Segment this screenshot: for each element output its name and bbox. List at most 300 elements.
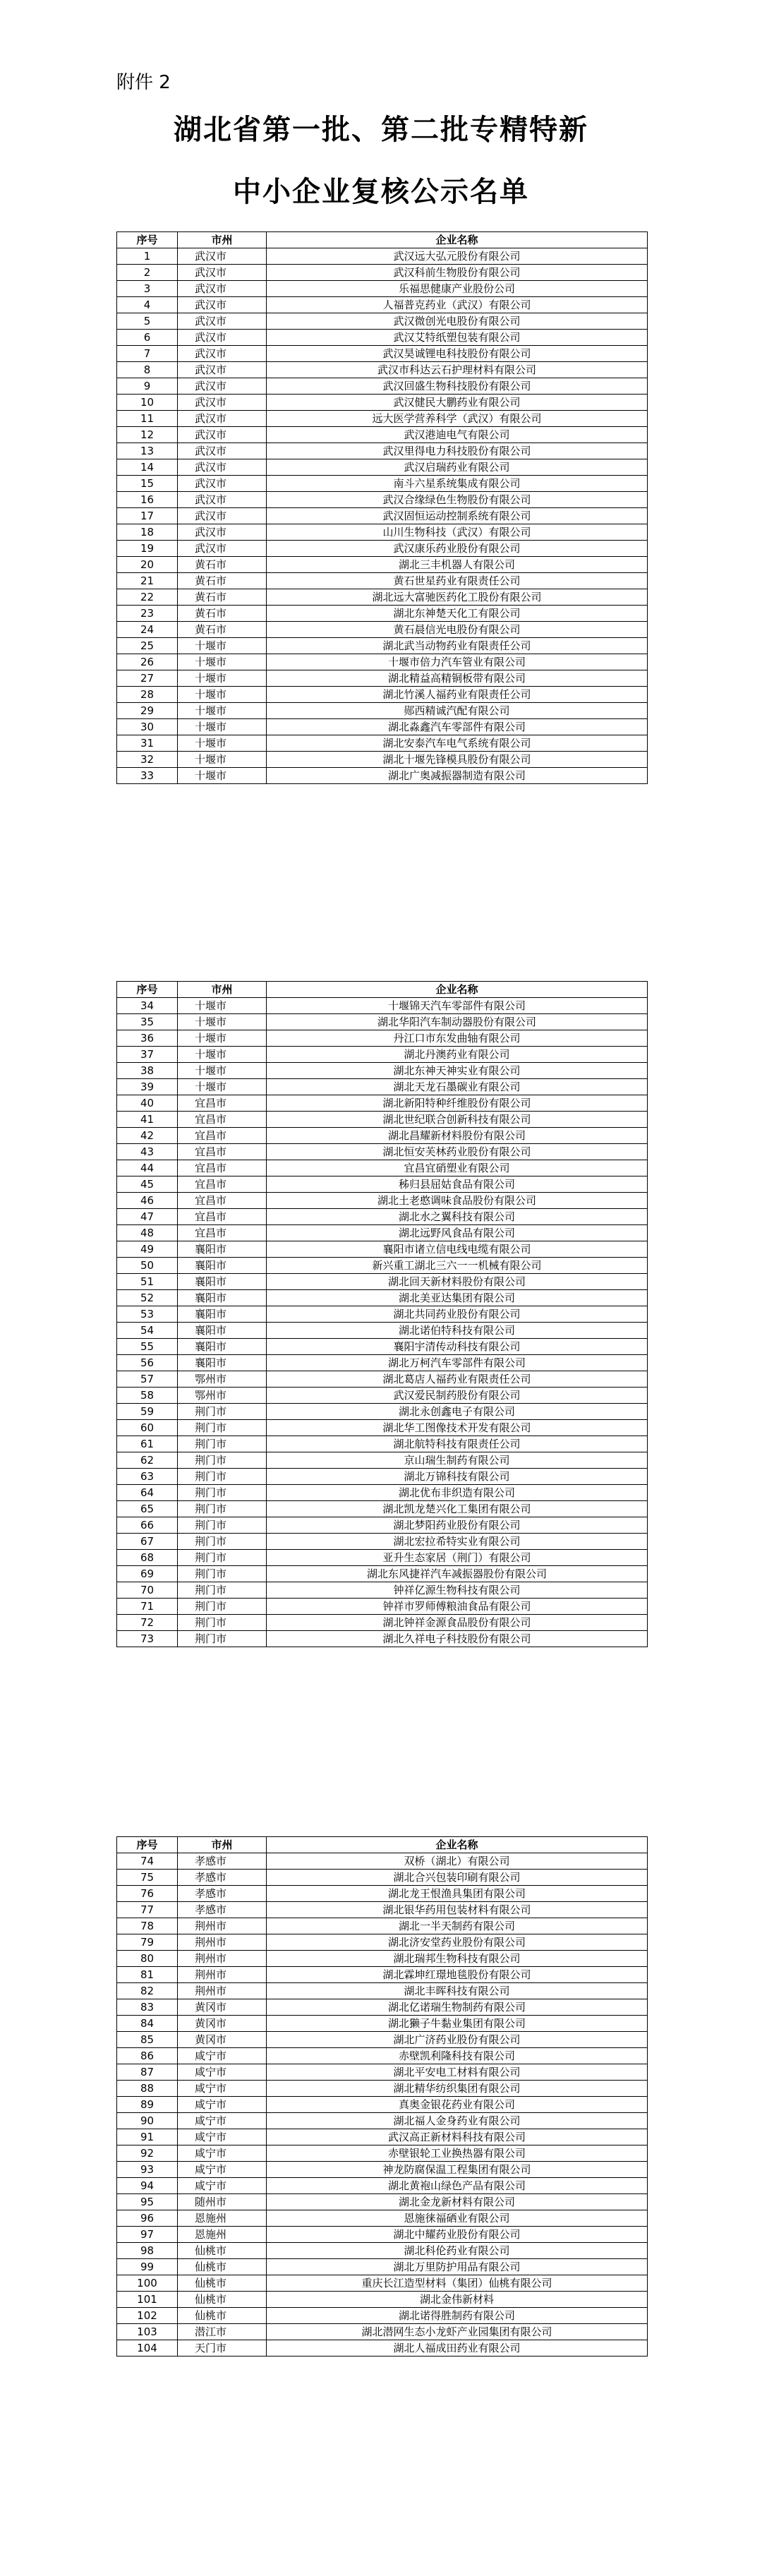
row-company-name: 武汉昊诚锂电科技股份有限公司	[267, 346, 648, 362]
row-company-name: 十堰锦天汽车零部件有限公司	[267, 998, 648, 1014]
table-row	[117, 443, 648, 459]
row-city: 咸宁市	[178, 2113, 267, 2129]
header-city: 市州	[178, 232, 267, 248]
row-company-name: 湖北金伟新材料	[267, 2292, 648, 2308]
row-number: 48	[117, 1225, 178, 1241]
row-number: 44	[117, 1160, 178, 1176]
row-number: 91	[117, 2129, 178, 2145]
row-company-name: 钟祥市罗师傅粮油食品有限公司	[267, 1599, 648, 1615]
row-city: 荆门市	[178, 1582, 267, 1599]
row-company-name: 湖北獭子牛黏业集团有限公司	[267, 2016, 648, 2032]
row-number: 53	[117, 1306, 178, 1323]
table-row	[117, 2243, 648, 2259]
row-company-name: 真奥金银花药业有限公司	[267, 2097, 648, 2113]
row-number: 80	[117, 1951, 178, 1967]
row-number: 39	[117, 1079, 178, 1095]
row-company-name: 湖北土老憨调味食品股份有限公司	[267, 1193, 648, 1209]
table-row	[117, 459, 648, 476]
row-city: 咸宁市	[178, 2097, 267, 2113]
row-city: 宜昌市	[178, 1225, 267, 1241]
row-company-name: 湖北优布非织造有限公司	[267, 1485, 648, 1501]
row-city: 武汉市	[178, 411, 267, 427]
row-city: 武汉市	[178, 297, 267, 313]
row-company-name: 秭归县屈姑食品有限公司	[267, 1176, 648, 1193]
row-city: 咸宁市	[178, 2081, 267, 2097]
table-row	[117, 2145, 648, 2162]
row-city: 十堰市	[178, 1014, 267, 1030]
row-city: 孝感市	[178, 1870, 267, 1886]
row-city: 十堰市	[178, 654, 267, 670]
row-city: 荆门市	[178, 1404, 267, 1420]
row-city: 宜昌市	[178, 1095, 267, 1112]
table-row	[117, 1485, 648, 1501]
table-row	[117, 589, 648, 606]
table-row	[117, 248, 648, 265]
row-number: 64	[117, 1485, 178, 1501]
row-number: 23	[117, 606, 178, 622]
row-city: 咸宁市	[178, 2162, 267, 2178]
row-company-name: 湖北万锦科技有限公司	[267, 1469, 648, 1485]
table-row	[117, 1112, 648, 1128]
row-number: 62	[117, 1452, 178, 1469]
row-number: 21	[117, 573, 178, 589]
row-number: 59	[117, 1404, 178, 1420]
row-number: 47	[117, 1209, 178, 1225]
row-city: 十堰市	[178, 752, 267, 768]
table-row	[117, 1452, 648, 1469]
row-number: 27	[117, 670, 178, 687]
row-company-name: 武汉远大弘元股份有限公司	[267, 248, 648, 265]
table-row	[117, 2162, 648, 2178]
row-company-name: 湖北潜网生态小龙虾产业园集团有限公司	[267, 2324, 648, 2340]
row-number: 61	[117, 1436, 178, 1452]
table-row	[117, 752, 648, 768]
table-row	[117, 2081, 648, 2097]
row-city: 咸宁市	[178, 2064, 267, 2081]
row-number: 89	[117, 2097, 178, 2113]
row-number: 33	[117, 768, 178, 784]
row-number: 90	[117, 2113, 178, 2129]
row-company-name: 重庆长江造型材料（集团）仙桃有限公司	[267, 2275, 648, 2292]
row-company-name: 湖北福人金身药业有限公司	[267, 2113, 648, 2129]
row-city: 黄石市	[178, 589, 267, 606]
row-company-name: 武汉微创光电股份有限公司	[267, 313, 648, 330]
row-city: 武汉市	[178, 459, 267, 476]
row-number: 18	[117, 524, 178, 541]
row-company-name: 赤壁银轮工业换热器有限公司	[267, 2145, 648, 2162]
company-table-page-2	[116, 981, 648, 1647]
row-company-name: 湖北淼鑫汽车零部件有限公司	[267, 719, 648, 735]
row-number: 29	[117, 703, 178, 719]
table-row	[117, 2227, 648, 2243]
row-city: 武汉市	[178, 378, 267, 395]
row-number: 71	[117, 1599, 178, 1615]
row-city: 武汉市	[178, 362, 267, 378]
row-company-name: 湖北广济药业股份有限公司	[267, 2032, 648, 2048]
row-city: 襄阳市	[178, 1274, 267, 1290]
row-number: 36	[117, 1030, 178, 1047]
row-number: 25	[117, 638, 178, 654]
row-company-name: 十堰市倍力汽车管业有限公司	[267, 654, 648, 670]
row-city: 荆门市	[178, 1631, 267, 1647]
row-city: 荆门市	[178, 1485, 267, 1501]
table-row	[117, 1128, 648, 1144]
row-number: 43	[117, 1144, 178, 1160]
row-company-name: 湖北中耀药业股份有限公司	[267, 2227, 648, 2243]
row-city: 十堰市	[178, 670, 267, 687]
row-company-name: 湖北葛店人福药业有限责任公司	[267, 1371, 648, 1388]
table-row	[117, 638, 648, 654]
row-number: 94	[117, 2178, 178, 2194]
table-row	[117, 1274, 648, 1290]
row-number: 14	[117, 459, 178, 476]
row-city: 潜江市	[178, 2324, 267, 2340]
row-number: 81	[117, 1967, 178, 1983]
row-number: 2	[117, 265, 178, 281]
header-city: 市州	[178, 982, 267, 998]
row-company-name: 湖北竹溪人福药业有限责任公司	[267, 687, 648, 703]
table-row	[117, 1534, 648, 1550]
row-city: 武汉市	[178, 524, 267, 541]
row-number: 67	[117, 1534, 178, 1550]
table-row	[117, 1420, 648, 1436]
row-number: 57	[117, 1371, 178, 1388]
table-row	[117, 557, 648, 573]
row-company-name: 湖北霖坤红璟地毯股份有限公司	[267, 1967, 648, 1983]
row-number: 30	[117, 719, 178, 735]
row-company-name: 宜昌宜硝塑业有限公司	[267, 1160, 648, 1176]
page-title-line2: 中小企业复核公示名单	[233, 176, 529, 208]
row-company-name: 湖北共同药业股份有限公司	[267, 1306, 648, 1323]
row-city: 荆门市	[178, 1517, 267, 1534]
table-row	[117, 1999, 648, 2016]
row-city: 襄阳市	[178, 1306, 267, 1323]
table-row	[117, 1404, 648, 1420]
row-number: 41	[117, 1112, 178, 1128]
row-company-name: 神龙防腐保温工程集团有限公司	[267, 2162, 648, 2178]
table-row	[117, 2113, 648, 2129]
row-number: 45	[117, 1176, 178, 1193]
row-company-name: 武汉健民大鹏药业有限公司	[267, 395, 648, 411]
row-city: 十堰市	[178, 735, 267, 752]
row-number: 68	[117, 1550, 178, 1566]
row-company-name: 湖北世纪联合创新科技有限公司	[267, 1112, 648, 1128]
row-company-name: 湖北武当动物药业有限责任公司	[267, 638, 648, 654]
row-number: 15	[117, 476, 178, 492]
row-city: 宜昌市	[178, 1128, 267, 1144]
table-row	[117, 1063, 648, 1079]
header-name: 企业名称	[267, 1837, 648, 1853]
table-row	[117, 1436, 648, 1452]
row-number: 32	[117, 752, 178, 768]
row-company-name: 湖北远野风食品有限公司	[267, 1225, 648, 1241]
row-city: 武汉市	[178, 330, 267, 346]
row-company-name: 湖北回天新材料股份有限公司	[267, 1274, 648, 1290]
row-number: 60	[117, 1420, 178, 1436]
table-row	[117, 2259, 648, 2275]
row-city: 荆门市	[178, 1550, 267, 1566]
row-number: 46	[117, 1193, 178, 1209]
row-company-name: 湖北凯龙楚兴化工集团有限公司	[267, 1501, 648, 1517]
row-city: 黄石市	[178, 606, 267, 622]
table-row	[117, 670, 648, 687]
row-city: 黄石市	[178, 573, 267, 589]
row-company-name: 亚升生态家居（荆门）有限公司	[267, 1550, 648, 1566]
table-row	[117, 281, 648, 297]
table-row	[117, 1079, 648, 1095]
table-row	[117, 687, 648, 703]
row-city: 宜昌市	[178, 1209, 267, 1225]
company-table-page-3	[116, 1836, 648, 2357]
row-city: 仙桃市	[178, 2243, 267, 2259]
row-number: 19	[117, 541, 178, 557]
table-row	[117, 1306, 648, 1323]
row-city: 黄石市	[178, 557, 267, 573]
row-number: 85	[117, 2032, 178, 2048]
row-company-name: 湖北平安电工材料有限公司	[267, 2064, 648, 2081]
row-company-name: 湖北三丰机器人有限公司	[267, 557, 648, 573]
row-city: 武汉市	[178, 443, 267, 459]
table-row	[117, 1225, 648, 1241]
table-row	[117, 1144, 648, 1160]
table-row	[117, 1501, 648, 1517]
row-city: 荆州市	[178, 1918, 267, 1934]
row-city: 仙桃市	[178, 2292, 267, 2308]
row-number: 76	[117, 1886, 178, 1902]
row-city: 襄阳市	[178, 1290, 267, 1306]
table-row	[117, 768, 648, 784]
table-row	[117, 1030, 648, 1047]
row-number: 56	[117, 1355, 178, 1371]
row-company-name: 湖北精华纺织集团有限公司	[267, 2081, 648, 2097]
row-company-name: 湖北济安堂药业股份有限公司	[267, 1934, 648, 1951]
row-company-name: 湖北精益高精铜板带有限公司	[267, 670, 648, 687]
table-row	[117, 330, 648, 346]
row-city: 荆州市	[178, 1983, 267, 1999]
row-company-name: 湖北亿诺瑞生物制药有限公司	[267, 1999, 648, 2016]
row-company-name: 钟祥亿源生物科技有限公司	[267, 1582, 648, 1599]
row-city: 十堰市	[178, 1030, 267, 1047]
row-number: 6	[117, 330, 178, 346]
table-row	[117, 1934, 648, 1951]
row-city: 孝感市	[178, 1902, 267, 1918]
row-city: 十堰市	[178, 719, 267, 735]
row-city: 襄阳市	[178, 1241, 267, 1258]
row-number: 95	[117, 2194, 178, 2210]
row-city: 襄阳市	[178, 1258, 267, 1274]
row-company-name: 湖北人福成田药业有限公司	[267, 2340, 648, 2357]
row-company-name: 武汉回盛生物科技股份有限公司	[267, 378, 648, 395]
row-number: 5	[117, 313, 178, 330]
table-row	[117, 1951, 648, 1967]
row-city: 仙桃市	[178, 2259, 267, 2275]
row-company-name: 湖北航特科技有限责任公司	[267, 1436, 648, 1452]
row-company-name: 乐福思健康产业股份公司	[267, 281, 648, 297]
table-row	[117, 1371, 648, 1388]
table-row	[117, 2292, 648, 2308]
row-number: 1	[117, 248, 178, 265]
row-number: 12	[117, 427, 178, 443]
attachment-label: 附件 2	[116, 72, 171, 93]
row-city: 恩施州	[178, 2210, 267, 2227]
table-row	[117, 2129, 648, 2145]
row-company-name: 京山瑞生制药有限公司	[267, 1452, 648, 1469]
row-company-name: 湖北华工图像技术开发有限公司	[267, 1420, 648, 1436]
row-city: 宜昌市	[178, 1160, 267, 1176]
table-row	[117, 2340, 648, 2357]
row-company-name: 湖北永创鑫电子有限公司	[267, 1404, 648, 1420]
table-row	[117, 1983, 648, 1999]
row-number: 16	[117, 492, 178, 508]
table-row	[117, 1967, 648, 1983]
row-company-name: 湖北水之翼科技有限公司	[267, 1209, 648, 1225]
row-city: 武汉市	[178, 248, 267, 265]
row-city: 武汉市	[178, 541, 267, 557]
table-row	[117, 411, 648, 427]
company-table-page-1	[116, 231, 648, 784]
row-company-name: 湖北昌耀新材料股份有限公司	[267, 1128, 648, 1144]
row-city: 宜昌市	[178, 1176, 267, 1193]
row-company-name: 郧西精诚汽配有限公司	[267, 703, 648, 719]
table-row	[117, 2194, 648, 2210]
row-city: 黄石市	[178, 622, 267, 638]
row-company-name: 湖北安泰汽车电气系统有限公司	[267, 735, 648, 752]
row-company-name: 湖北久祥电子科技股份有限公司	[267, 1631, 648, 1647]
row-city: 襄阳市	[178, 1355, 267, 1371]
row-company-name: 湖北华阳汽车制动器股份有限公司	[267, 1014, 648, 1030]
row-number: 51	[117, 1274, 178, 1290]
row-city: 武汉市	[178, 427, 267, 443]
row-number: 28	[117, 687, 178, 703]
row-city: 武汉市	[178, 395, 267, 411]
header-name: 企业名称	[267, 232, 648, 248]
table-header-row	[117, 232, 648, 248]
row-number: 92	[117, 2145, 178, 2162]
header-no: 序号	[117, 1837, 178, 1853]
row-company-name: 湖北恒安芙林药业股份有限公司	[267, 1144, 648, 1160]
row-number: 31	[117, 735, 178, 752]
row-number: 37	[117, 1047, 178, 1063]
row-number: 96	[117, 2210, 178, 2227]
row-company-name: 湖北诺伯特科技有限公司	[267, 1323, 648, 1339]
table-row	[117, 703, 648, 719]
row-city: 荆门市	[178, 1452, 267, 1469]
row-number: 88	[117, 2081, 178, 2097]
row-company-name: 湖北天龙石墨碳业有限公司	[267, 1079, 648, 1095]
table-row	[117, 2064, 648, 2081]
table-row	[117, 1918, 648, 1934]
row-company-name: 湖北龙王恨渔具集团有限公司	[267, 1886, 648, 1902]
row-city: 孝感市	[178, 1886, 267, 1902]
row-number: 55	[117, 1339, 178, 1355]
row-city: 咸宁市	[178, 2145, 267, 2162]
row-company-name: 武汉固恒运动控制系统有限公司	[267, 508, 648, 524]
row-city: 武汉市	[178, 265, 267, 281]
table-row	[117, 606, 648, 622]
row-company-name: 赤壁凯利隆科技有限公司	[267, 2048, 648, 2064]
row-city: 武汉市	[178, 346, 267, 362]
table-row	[117, 2308, 648, 2324]
table-row	[117, 265, 648, 281]
table-row	[117, 1014, 648, 1030]
row-number: 9	[117, 378, 178, 395]
table-row	[117, 2210, 648, 2227]
row-city: 荆门市	[178, 1501, 267, 1517]
row-number: 97	[117, 2227, 178, 2243]
row-city: 鄂州市	[178, 1388, 267, 1404]
table-row	[117, 573, 648, 589]
row-company-name: 襄阳宇清传动科技有限公司	[267, 1339, 648, 1355]
table-row	[117, 1870, 648, 1886]
row-company-name: 武汉港迪电气有限公司	[267, 427, 648, 443]
table-row	[117, 524, 648, 541]
row-company-name: 湖北东神天神实业有限公司	[267, 1063, 648, 1079]
row-city: 武汉市	[178, 281, 267, 297]
row-number: 4	[117, 297, 178, 313]
row-city: 武汉市	[178, 476, 267, 492]
row-city: 黄冈市	[178, 2032, 267, 2048]
table-row	[117, 1902, 648, 1918]
row-number: 78	[117, 1918, 178, 1934]
table-row	[117, 1582, 648, 1599]
row-city: 荆州市	[178, 1967, 267, 1983]
row-number: 3	[117, 281, 178, 297]
row-company-name: 湖北远大富驰医药化工股份有限公司	[267, 589, 648, 606]
table-row	[117, 1193, 648, 1209]
table-row	[117, 508, 648, 524]
row-city: 十堰市	[178, 998, 267, 1014]
row-city: 咸宁市	[178, 2129, 267, 2145]
row-company-name: 远大医学营养科学（武汉）有限公司	[267, 411, 648, 427]
row-company-name: 湖北金龙新材料有限公司	[267, 2194, 648, 2210]
row-number: 7	[117, 346, 178, 362]
table-row	[117, 622, 648, 638]
row-number: 84	[117, 2016, 178, 2032]
row-city: 仙桃市	[178, 2308, 267, 2324]
row-company-name: 湖北合兴包装印刷有限公司	[267, 1870, 648, 1886]
table-row	[117, 998, 648, 1014]
row-company-name: 人福普克药业（武汉）有限公司	[267, 297, 648, 313]
row-company-name: 南斗六星系统集成有限公司	[267, 476, 648, 492]
table-row	[117, 541, 648, 557]
row-number: 82	[117, 1983, 178, 1999]
row-city: 恩施州	[178, 2227, 267, 2243]
row-company-name: 武汉康乐药业股份有限公司	[267, 541, 648, 557]
row-company-name: 武汉科前生物股份有限公司	[267, 265, 648, 281]
table-row	[117, 1631, 648, 1647]
row-number: 10	[117, 395, 178, 411]
row-company-name: 湖北东神楚天化工有限公司	[267, 606, 648, 622]
row-city: 荆门市	[178, 1566, 267, 1582]
table-row	[117, 1160, 648, 1176]
table-header-row	[117, 1837, 648, 1853]
row-city: 十堰市	[178, 1047, 267, 1063]
row-number: 52	[117, 1290, 178, 1306]
row-city: 黄冈市	[178, 2016, 267, 2032]
table-row	[117, 1095, 648, 1112]
row-city: 十堰市	[178, 1063, 267, 1079]
row-number: 49	[117, 1241, 178, 1258]
row-city: 孝感市	[178, 1853, 267, 1870]
row-number: 104	[117, 2340, 178, 2357]
table-row	[117, 2178, 648, 2194]
table-row	[117, 1853, 648, 1870]
row-city: 随州市	[178, 2194, 267, 2210]
table-row	[117, 1209, 648, 1225]
table-row	[117, 1566, 648, 1582]
row-number: 103	[117, 2324, 178, 2340]
row-company-name: 湖北东风捷祥汽车减振器股份有限公司	[267, 1566, 648, 1582]
